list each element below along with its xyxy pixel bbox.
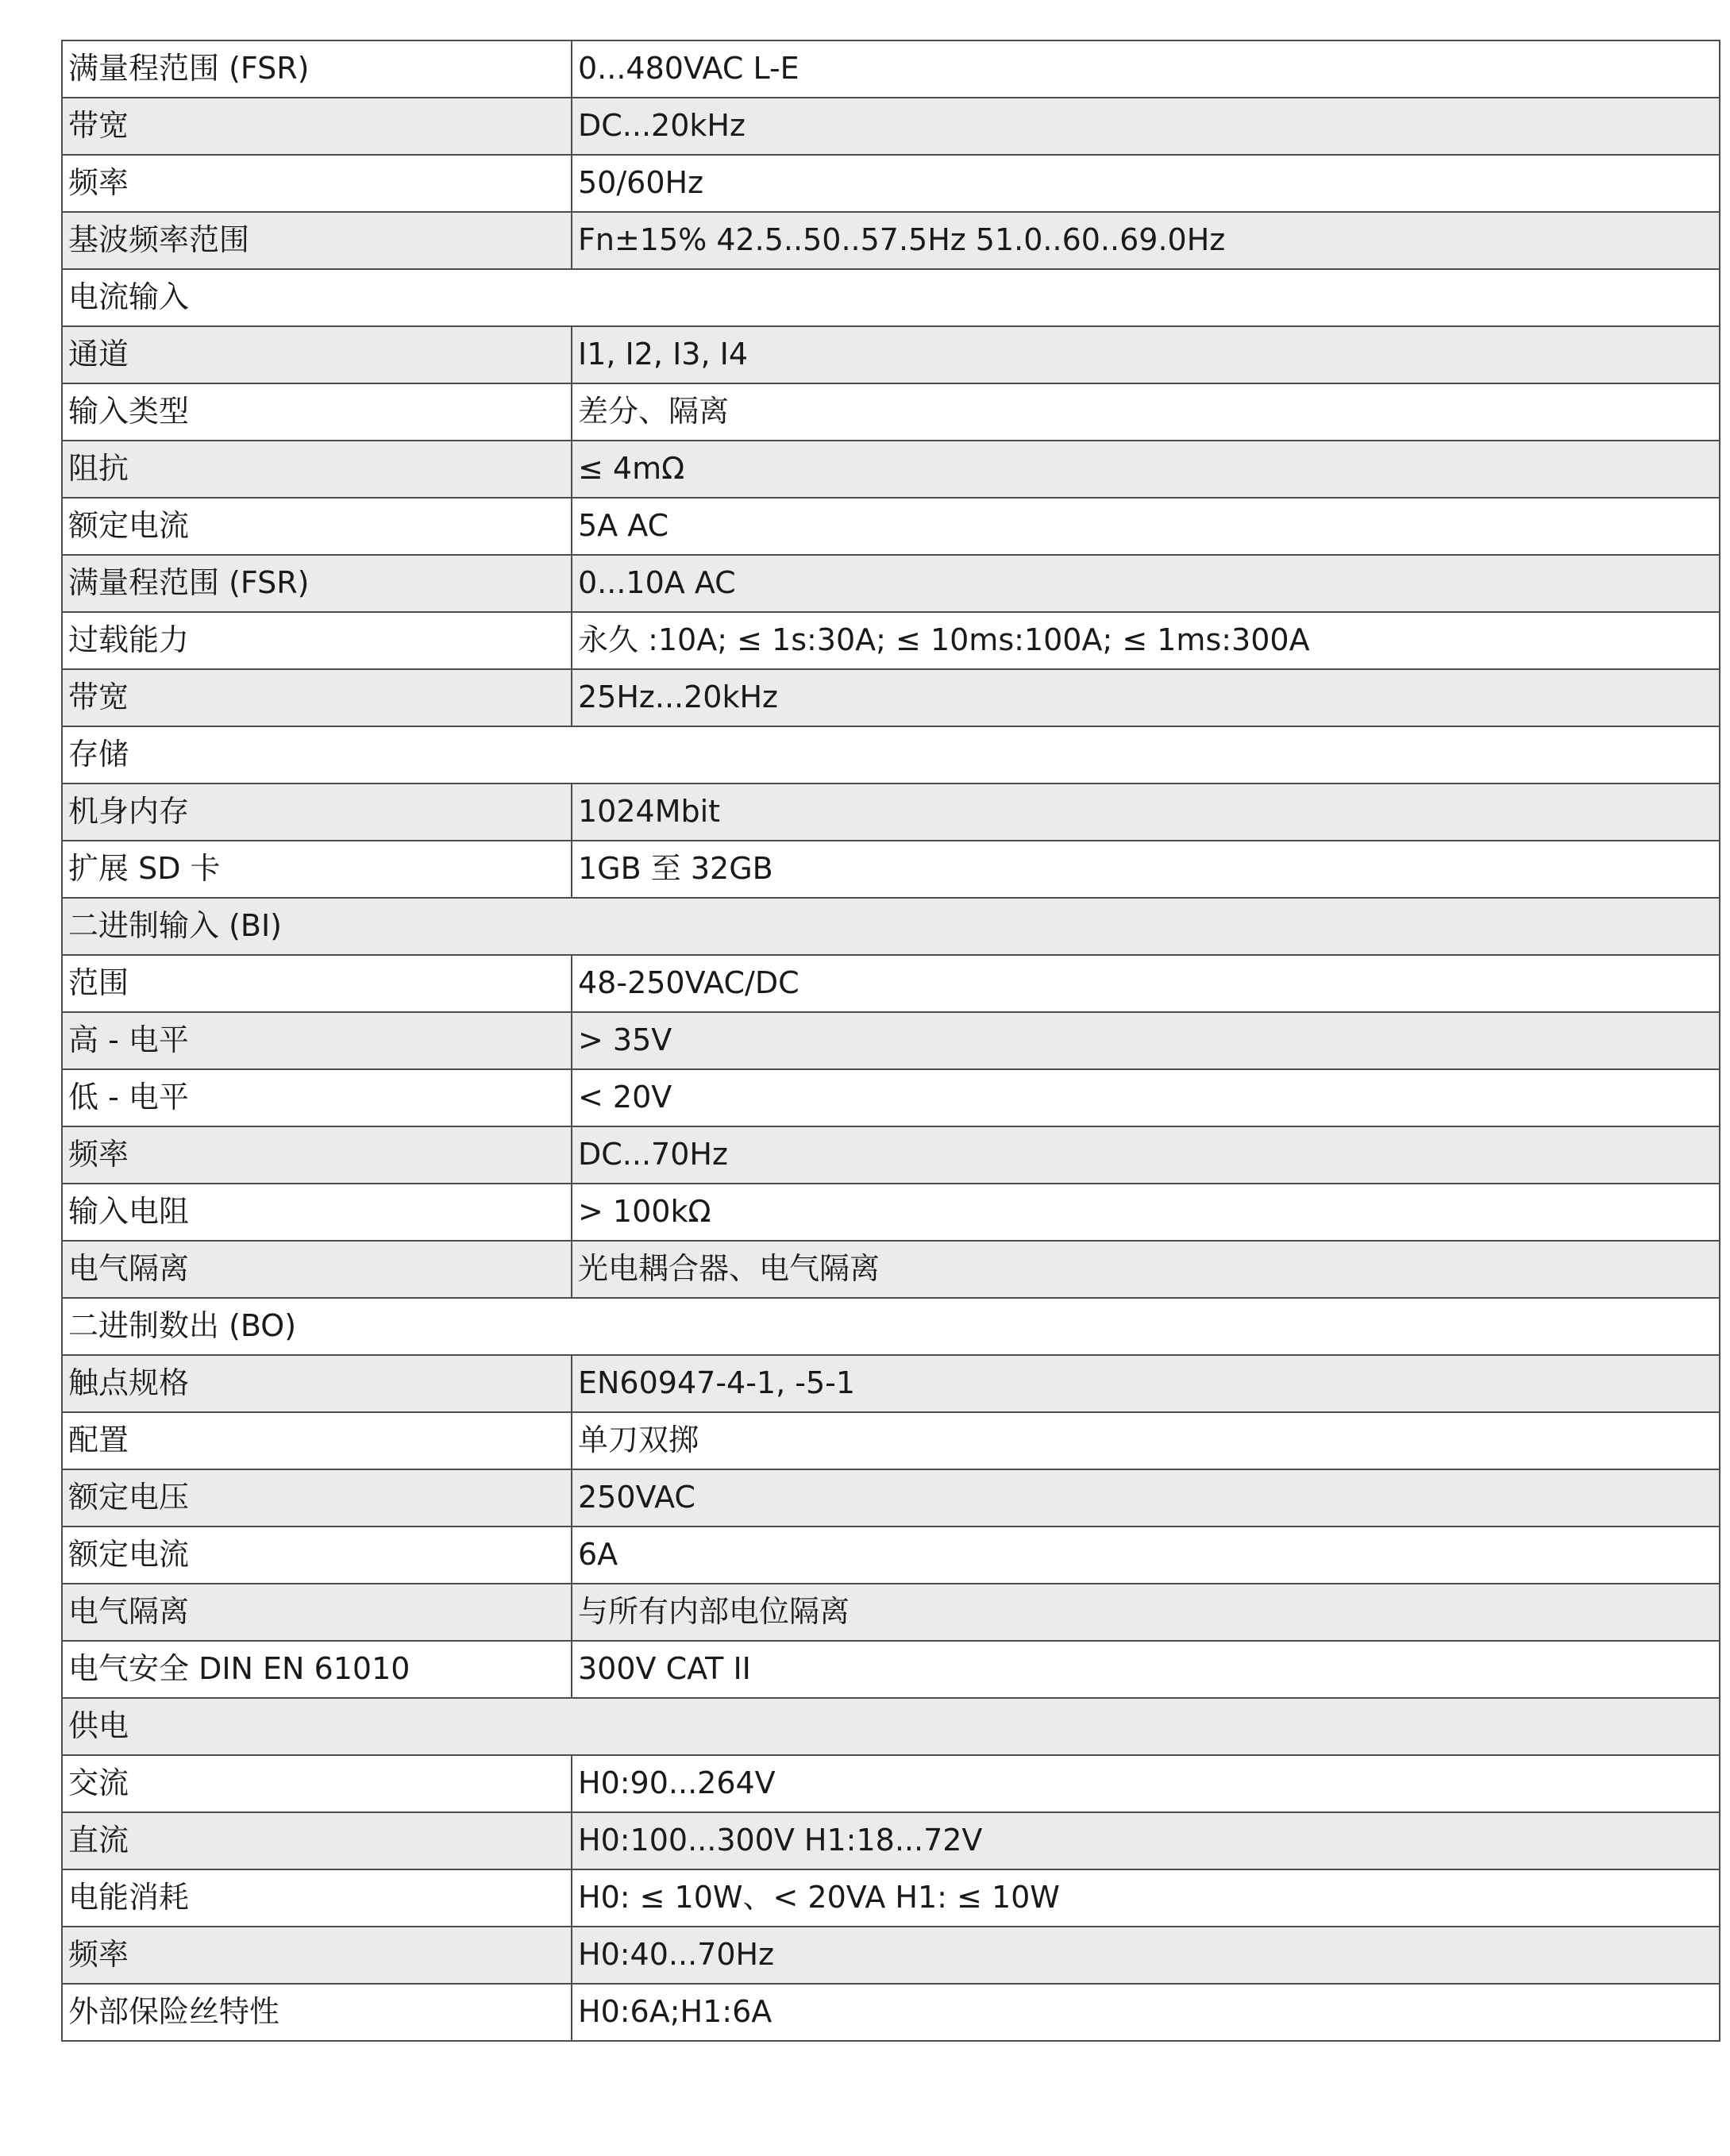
spec-label: 直流	[62, 1812, 572, 1869]
spec-label: 输入电阻	[62, 1184, 572, 1241]
spec-row	[62, 1241, 1720, 1298]
section-header-row	[62, 269, 1720, 326]
spec-row	[62, 1812, 1720, 1869]
spec-row	[62, 155, 1720, 212]
spec-row	[62, 1584, 1720, 1641]
spec-row	[62, 441, 1720, 498]
spec-label: 基波频率范围	[62, 212, 572, 269]
spec-value: 50/60Hz	[572, 155, 1720, 212]
spec-value: 250VAC	[572, 1469, 1720, 1527]
spec-value: DC...70Hz	[572, 1126, 1720, 1184]
spec-label: 电气隔离	[62, 1241, 572, 1298]
spec-value: 光电耦合器、电气隔离	[572, 1241, 1720, 1298]
spec-label: 触点规格	[62, 1355, 572, 1412]
spec-row	[62, 612, 1720, 669]
spec-table	[61, 40, 1720, 2042]
spec-row	[62, 1984, 1720, 2041]
spec-row	[62, 1469, 1720, 1527]
spec-value: 与所有内部电位隔离	[572, 1584, 1720, 1641]
spec-label: 范围	[62, 955, 572, 1012]
spec-row	[62, 1641, 1720, 1698]
spec-value: > 35V	[572, 1012, 1720, 1069]
spec-row	[62, 1927, 1720, 1984]
spec-row	[62, 212, 1720, 269]
spec-label: 阻抗	[62, 441, 572, 498]
spec-label: 满量程范围 (FSR)	[62, 555, 572, 612]
section-header-row	[62, 726, 1720, 783]
spec-row	[62, 1012, 1720, 1069]
spec-value: H0:6A;H1:6A	[572, 1984, 1720, 2041]
spec-label: 频率	[62, 1126, 572, 1184]
spec-value: 5A AC	[572, 498, 1720, 555]
spec-label: 配置	[62, 1412, 572, 1469]
spec-row	[62, 783, 1720, 841]
spec-row	[62, 1755, 1720, 1812]
spec-label: 额定电流	[62, 1527, 572, 1584]
section-header-row	[62, 1698, 1720, 1755]
spec-row	[62, 1069, 1720, 1126]
spec-label: 额定电压	[62, 1469, 572, 1527]
spec-value: > 100kΩ	[572, 1184, 1720, 1241]
spec-row	[62, 1126, 1720, 1184]
spec-value: 25Hz...20kHz	[572, 669, 1720, 726]
spec-row	[62, 40, 1720, 98]
spec-value: 48-250VAC/DC	[572, 955, 1720, 1012]
spec-label: 外部保险丝特性	[62, 1984, 572, 2041]
spec-row	[62, 383, 1720, 441]
spec-label: 通道	[62, 326, 572, 383]
spec-label: 电能消耗	[62, 1869, 572, 1927]
section-title: 二进制输入 (BI)	[62, 898, 1720, 955]
spec-row	[62, 555, 1720, 612]
spec-label: 低 - 电平	[62, 1069, 572, 1126]
spec-label: 额定电流	[62, 498, 572, 555]
spec-label: 输入类型	[62, 383, 572, 441]
spec-value: 0...10A AC	[572, 555, 1720, 612]
spec-label: 交流	[62, 1755, 572, 1812]
section-title: 存储	[62, 726, 1720, 783]
spec-value: H0:40...70Hz	[572, 1927, 1720, 1984]
spec-value: EN60947-4-1, -5-1	[572, 1355, 1720, 1412]
spec-label: 高 - 电平	[62, 1012, 572, 1069]
spec-label: 扩展 SD 卡	[62, 841, 572, 898]
spec-value: 差分、隔离	[572, 383, 1720, 441]
section-title: 电流输入	[62, 269, 1720, 326]
spec-value: H0:100...300V H1:18...72V	[572, 1812, 1720, 1869]
spec-row	[62, 326, 1720, 383]
spec-row	[62, 1355, 1720, 1412]
spec-value: 1GB 至 32GB	[572, 841, 1720, 898]
spec-label: 带宽	[62, 98, 572, 155]
spec-value: DC...20kHz	[572, 98, 1720, 155]
spec-value: 1024Mbit	[572, 783, 1720, 841]
spec-row	[62, 98, 1720, 155]
spec-row	[62, 1184, 1720, 1241]
spec-value: ≤ 4mΩ	[572, 441, 1720, 498]
spec-label: 带宽	[62, 669, 572, 726]
section-title: 二进制数出 (BO)	[62, 1298, 1720, 1355]
section-header-row	[62, 898, 1720, 955]
spec-value: 300V CAT II	[572, 1641, 1720, 1698]
spec-label: 机身内存	[62, 783, 572, 841]
spec-value: H0: ≤ 10W、< 20VA H1: ≤ 10W	[572, 1869, 1720, 1927]
spec-label: 频率	[62, 155, 572, 212]
section-title: 供电	[62, 1698, 1720, 1755]
section-header-row	[62, 1298, 1720, 1355]
spec-value: 单刀双掷	[572, 1412, 1720, 1469]
spec-row	[62, 955, 1720, 1012]
spec-label: 电气隔离	[62, 1584, 572, 1641]
spec-row	[62, 498, 1720, 555]
spec-row	[62, 1412, 1720, 1469]
spec-value: I1, I2, I3, I4	[572, 326, 1720, 383]
spec-value: H0:90...264V	[572, 1755, 1720, 1812]
spec-label: 频率	[62, 1927, 572, 1984]
spec-value: < 20V	[572, 1069, 1720, 1126]
spec-value: 永久 :10A; ≤ 1s:30A; ≤ 10ms:100A; ≤ 1ms:300A	[572, 612, 1720, 669]
spec-table-body	[62, 40, 1720, 2041]
spec-label: 满量程范围 (FSR)	[62, 40, 572, 98]
spec-value: 6A	[572, 1527, 1720, 1584]
spec-row	[62, 1527, 1720, 1584]
spec-value: 0...480VAC L-E	[572, 40, 1720, 98]
spec-row	[62, 669, 1720, 726]
spec-row	[62, 841, 1720, 898]
spec-label: 过载能力	[62, 612, 572, 669]
spec-row	[62, 1869, 1720, 1927]
spec-value: Fn±15% 42.5..50..57.5Hz 51.0..60..69.0Hz	[572, 212, 1720, 269]
spec-label: 电气安全 DIN EN 61010	[62, 1641, 572, 1698]
